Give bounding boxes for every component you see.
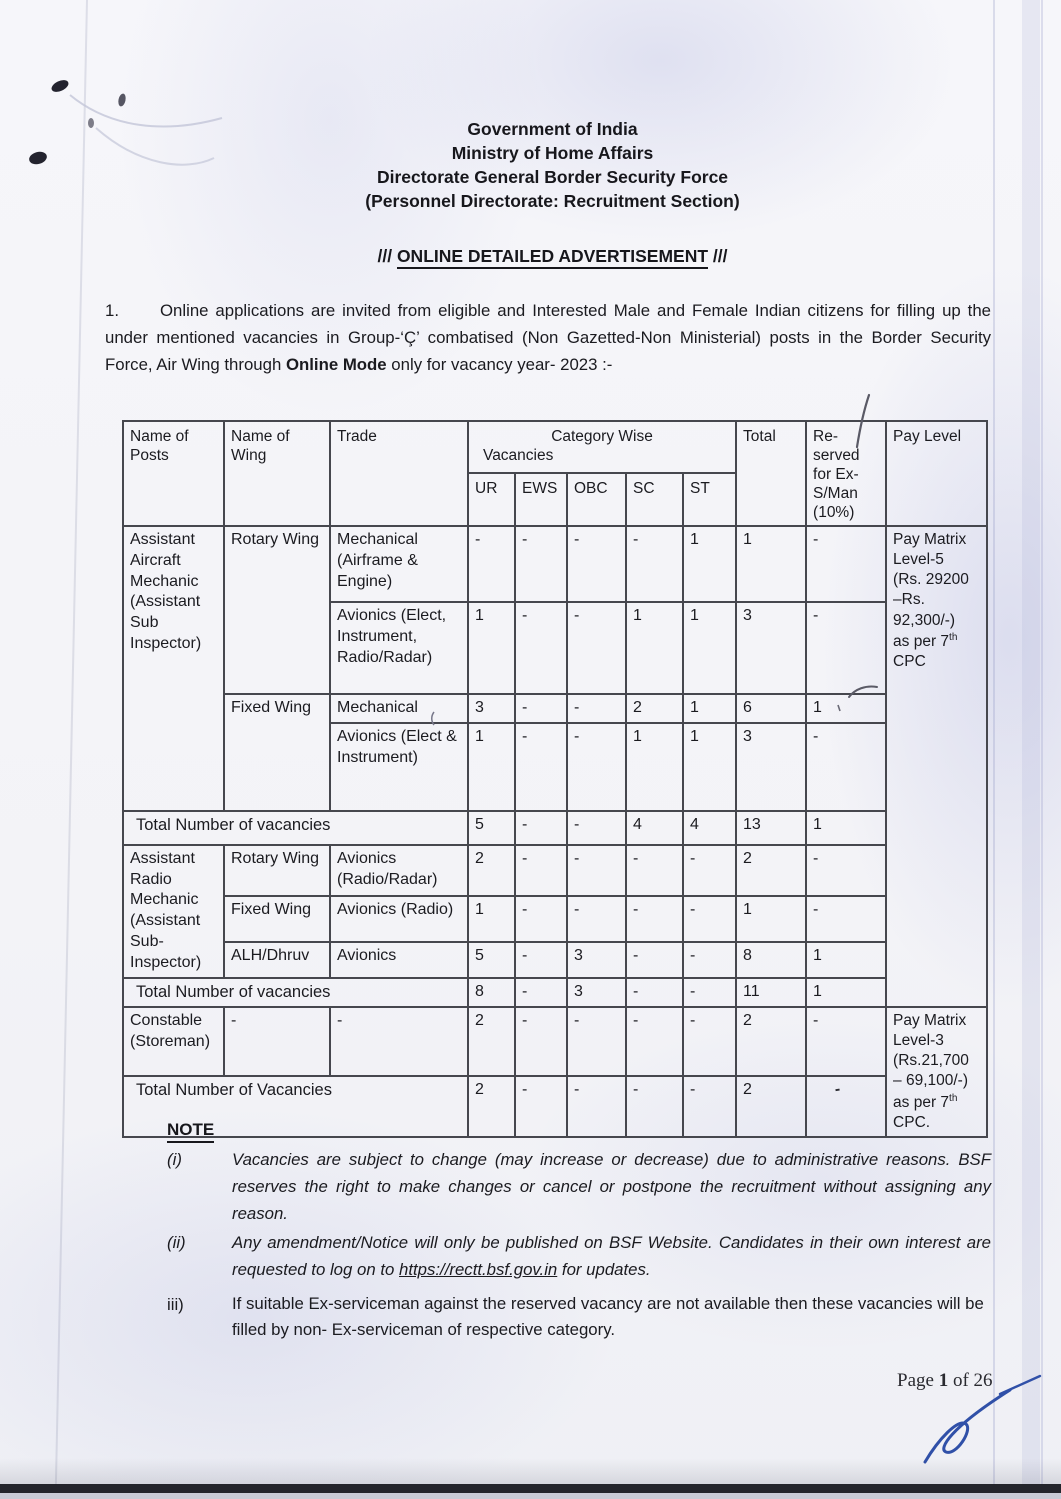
header-total: Total xyxy=(736,421,806,526)
paragraph-number: 1. xyxy=(105,301,119,320)
table-row xyxy=(123,694,987,723)
table-cell: - xyxy=(683,942,736,978)
pay-line: Pay Matrix xyxy=(893,531,967,548)
table-row xyxy=(123,526,987,602)
note-label: iii) xyxy=(167,1295,184,1314)
total-label-cell: Total Number of vacancies xyxy=(123,978,468,1007)
table-cell: 8 xyxy=(468,978,515,1007)
trade-cell: Avionics xyxy=(330,942,468,978)
table-cell: - xyxy=(567,526,626,602)
trade-cell: Mechanical (Airframe & Engine) xyxy=(330,526,468,602)
table-cell: - xyxy=(567,845,626,896)
wing-cell: Rotary Wing xyxy=(224,526,330,694)
table-cell: - xyxy=(626,1007,683,1076)
table-cell: - xyxy=(515,1007,567,1076)
table-cell: - xyxy=(515,978,567,1007)
table-cell: - xyxy=(567,896,626,942)
note-text: Vacancies are subject to change (may increase or decrease) due to administrative reasons. BSF reserves the right to make changes or cancel or postpone the recruitment without assigning any reason. xyxy=(232,1150,991,1223)
total-cell: 3 xyxy=(736,602,806,694)
vacancy-table xyxy=(122,420,988,1138)
total-label-cell: Total Number of Vacancies xyxy=(123,1076,468,1137)
table-cell: 3 xyxy=(468,694,515,723)
table-cell: - xyxy=(626,526,683,602)
note-item-ii xyxy=(167,1229,991,1283)
wing-cell: Fixed Wing xyxy=(224,694,330,811)
header-pay-level: Pay Level xyxy=(886,421,987,526)
scan-edge-streak xyxy=(1041,0,1043,1486)
header-sc: SC xyxy=(626,473,683,526)
header-trade: Trade xyxy=(330,421,468,526)
total-cell: 6 xyxy=(736,694,806,723)
page-value: 1 xyxy=(938,1370,949,1391)
pay-line: as per 7th xyxy=(893,1092,958,1111)
total-cell: 2 xyxy=(736,1076,806,1137)
table-cell: - xyxy=(515,1076,567,1137)
table-cell: 4 xyxy=(683,811,736,845)
header-ur: UR xyxy=(468,473,515,526)
note-text-before: Any amendment/Notice will only be published on BSF Website. Candidates in their own interest are requested to log on to xyxy=(232,1233,991,1279)
total-cell: 3 xyxy=(736,723,806,811)
table-cell: - xyxy=(626,942,683,978)
table-cell: 5 xyxy=(468,811,515,845)
table-cell: - xyxy=(515,723,567,811)
header-category-line1: Category Wise xyxy=(551,428,653,445)
table-cell: - xyxy=(468,526,515,602)
trade-cell: Avionics (Radio) xyxy=(330,896,468,942)
table-cell: - xyxy=(567,1076,626,1137)
total-cell: 1 xyxy=(736,526,806,602)
note-text xyxy=(232,1229,991,1283)
pay-line: – 69,100/-) xyxy=(893,1072,968,1090)
table-cell: - xyxy=(626,845,683,896)
pay-line: (Rs.21,700 xyxy=(893,1052,969,1070)
page-bottom-shadow xyxy=(0,1458,1061,1486)
header-line-ministry: Ministry of Home Affairs xyxy=(451,143,654,163)
table-cell: - xyxy=(683,896,736,942)
header-obc: OBC xyxy=(567,473,626,526)
table-cell: - xyxy=(515,526,567,602)
header-category-group xyxy=(468,421,736,473)
intro-text-before: Online applications are invited from eligible and Interested Male and Female Indian citizens for filling up the under mentioned vacancies in Group-‘Ç’ combatised (Non Gazetted-Non Ministerial) posts in the Border Security Force, Air Wing through xyxy=(105,301,991,374)
table-cell: - xyxy=(683,1076,736,1137)
page-number xyxy=(897,1370,993,1392)
table-cell: 1 xyxy=(683,526,736,602)
wing-cell: Fixed Wing xyxy=(224,896,330,942)
header-posts: Name of Posts xyxy=(123,421,224,526)
header-ews: EWS xyxy=(515,473,567,526)
pen-signature xyxy=(925,1390,1010,1462)
reserved-cell xyxy=(806,1076,886,1137)
reserved-cell: 1 xyxy=(806,978,886,1007)
reserved-cell: - xyxy=(806,845,886,896)
scan-edge-streak xyxy=(1022,0,1040,1486)
total-cell: 13 xyxy=(736,811,806,845)
intro-text-bold: Online Mode xyxy=(285,355,387,374)
pay-line: (Rs. 29200 xyxy=(893,571,969,589)
table-cell: - xyxy=(515,845,567,896)
header-wing: Name of Wing xyxy=(224,421,330,526)
adv-suffix: /// xyxy=(708,246,728,266)
table-cell: - xyxy=(567,694,626,723)
scan-edge-streak xyxy=(993,0,995,1486)
pay-level-3-cell xyxy=(886,1007,987,1137)
wing-cell: - xyxy=(224,1007,330,1076)
bsf-website-link: https://rectt.bsf.gov.in xyxy=(399,1260,558,1279)
header-st: ST xyxy=(683,473,736,526)
total-cell: 8 xyxy=(736,942,806,978)
table-cell: - xyxy=(683,978,736,1007)
trade-cell: Avionics (Radio/Radar) xyxy=(330,845,468,896)
table-cell: - xyxy=(567,723,626,811)
total-label-cell: Total Number of vacancies xyxy=(123,811,468,845)
table-cell: - xyxy=(515,896,567,942)
table-cell: 2 xyxy=(468,1007,515,1076)
reserved-cell: - xyxy=(806,602,886,694)
note-item-i xyxy=(167,1146,991,1227)
table-cell: 1 xyxy=(468,896,515,942)
table-row xyxy=(123,1007,987,1076)
total-cell: 11 xyxy=(736,978,806,1007)
note-text-after: for updates. xyxy=(557,1260,651,1279)
table-cell: - xyxy=(683,845,736,896)
table-cell: - xyxy=(683,1007,736,1076)
trade-cell: - xyxy=(330,1007,468,1076)
note-label: (i) xyxy=(167,1150,182,1169)
total-cell: 2 xyxy=(736,1007,806,1076)
note-item-iii xyxy=(167,1291,991,1343)
table-cell: 1 xyxy=(626,602,683,694)
pay-line: Level-3 xyxy=(893,1032,944,1050)
table-cell: - xyxy=(626,896,683,942)
table-cell: 3 xyxy=(567,978,626,1007)
table-cell: 1 xyxy=(626,723,683,811)
table-cell: 1 xyxy=(468,723,515,811)
pay-line: as per 7th xyxy=(893,631,958,650)
pay-line: Pay Matrix xyxy=(893,1012,967,1030)
table-cell: 1 xyxy=(683,602,736,694)
page-total: of 26 xyxy=(948,1370,993,1391)
note-text: If suitable Ex-serviceman against the reserved vacancy are not available then these vacancies will be filled by non- Ex-serviceman of respective category. xyxy=(232,1294,984,1339)
table-cell: 1 xyxy=(468,602,515,694)
table-cell: - xyxy=(567,1007,626,1076)
pay-level-5-cell xyxy=(886,526,987,1007)
table-cell: - xyxy=(515,694,567,723)
intro-paragraph xyxy=(105,297,991,378)
pay-line: Level-5 xyxy=(893,551,944,569)
intro-text-after: only for vacancy year- 2023 :- xyxy=(386,355,613,374)
table-cell: 1 xyxy=(683,694,736,723)
header-line-govt: Government of India xyxy=(467,119,638,139)
header-line-directorate: Directorate General Border Security Force xyxy=(376,167,729,187)
adv-title: ONLINE DETAILED ADVERTISEMENT xyxy=(397,246,708,269)
note-label: (ii) xyxy=(167,1233,186,1252)
reserved-cell: - xyxy=(806,1007,886,1076)
reserved-cell: - xyxy=(806,526,886,602)
total-row xyxy=(123,811,987,845)
table-row xyxy=(123,896,987,942)
reserved-cell: - xyxy=(806,896,886,942)
total-cell: 1 xyxy=(736,896,806,942)
table-cell: - xyxy=(626,1076,683,1137)
trade-cell: Avionics (Elect, Instrument, Radio/Radar) xyxy=(330,602,468,694)
total-row xyxy=(123,1076,987,1137)
table-cell: 5 xyxy=(468,942,515,978)
table-cell: - xyxy=(626,978,683,1007)
post-cell: Constable (Storeman) xyxy=(123,1007,224,1076)
scan-edge-bar xyxy=(0,1484,1061,1493)
table-cell: - xyxy=(567,811,626,845)
header-category-line2: Vacancies xyxy=(483,447,554,464)
header-line-section: (Personnel Directorate: Recruitment Section) xyxy=(365,191,740,211)
document-header xyxy=(44,117,1061,213)
page-word: Page xyxy=(897,1370,939,1391)
pay-line: CPC xyxy=(893,653,926,670)
header-reserved: Re-served for Ex-S/Man (10%) xyxy=(806,421,886,526)
adv-prefix: /// xyxy=(377,246,397,266)
wing-cell: ALH/Dhruv xyxy=(224,942,330,978)
reserved-cell: - xyxy=(806,723,886,811)
table-cell: 2 xyxy=(626,694,683,723)
reserved-cell: 1 xyxy=(806,942,886,978)
table-cell: 2 xyxy=(468,845,515,896)
staple-mark xyxy=(117,93,127,107)
pay-line: CPC. xyxy=(893,1113,931,1131)
pay-line: 92,300/-) xyxy=(893,611,956,629)
advertisement-heading xyxy=(44,246,1061,267)
pay-line: –Rs. xyxy=(893,591,925,609)
post-cell: Assistant Aircraft Mechanic (Assistant Sub Inspector) xyxy=(123,526,224,811)
table-cell: - xyxy=(567,602,626,694)
scan-edge-below xyxy=(0,1493,1061,1499)
table-row xyxy=(123,845,987,896)
table-cell: 1 xyxy=(683,723,736,811)
total-row xyxy=(123,978,987,1007)
table-cell: 2 xyxy=(468,1076,515,1137)
trade-cell: Avionics (Elect & Instrument) xyxy=(330,723,468,811)
handwritten-dash: - xyxy=(833,1080,842,1099)
total-cell: 2 xyxy=(736,845,806,896)
table-cell: - xyxy=(515,811,567,845)
table-row xyxy=(123,942,987,978)
table-cell: - xyxy=(515,602,567,694)
paper-crease xyxy=(55,0,88,1486)
note-heading: NOTE xyxy=(167,1120,214,1143)
vacancy-table-wrapper xyxy=(122,420,988,1138)
table-cell: 3 xyxy=(567,942,626,978)
staple-mark xyxy=(50,78,71,95)
wing-cell: Rotary Wing xyxy=(224,845,330,896)
table-cell: 4 xyxy=(626,811,683,845)
table-cell: - xyxy=(515,942,567,978)
reserved-cell: 1 xyxy=(806,811,886,845)
trade-cell: Mechanical xyxy=(330,694,468,723)
post-cell: Assistant Radio Mechanic (Assistant Sub-Inspector) xyxy=(123,845,224,978)
reserved-cell: 1 xyxy=(806,694,886,723)
